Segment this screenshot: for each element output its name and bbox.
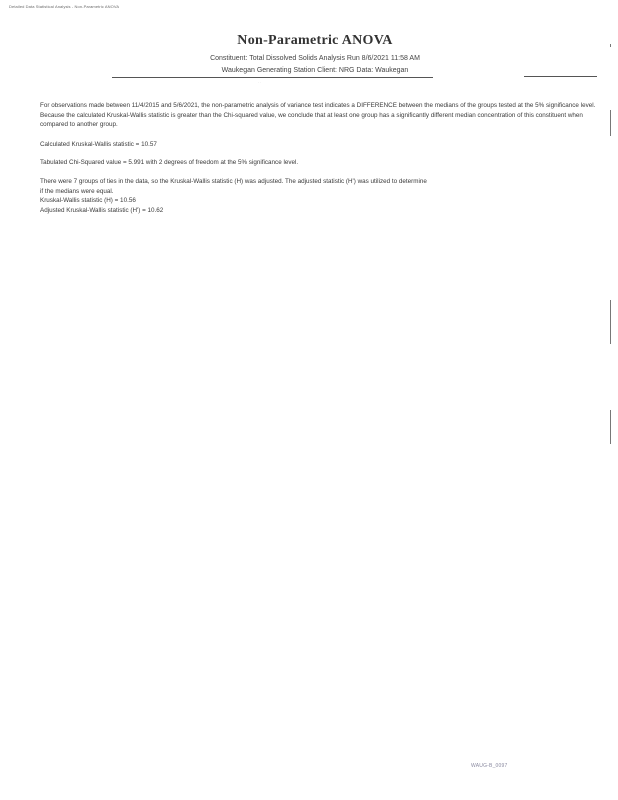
ties-line: Adjusted Kruskal-Wallis statistic (H') = 10.62: [40, 206, 164, 214]
ties-line: Kruskal-Wallis statistic (H) = 10.56: [40, 197, 136, 205]
page-header: Detailed Data Statistical Analysis - Non-Parametric ANOVA: [9, 4, 120, 9]
faint-mark: · ·: [258, 80, 261, 84]
ties-block: [40, 177, 600, 215]
site-line: Waukegan Generating Station Client: NRG Data: Waukegan: [221, 67, 409, 74]
document-id: WAUG-B_0097: [471, 763, 508, 769]
ties-line: There were 7 groups of ties in the data, so the Kruskal-Wallis statistic (H) was adjusted. The adjusted statistic (H') was utilized to determine: [40, 178, 427, 185]
margin-mark: [610, 110, 611, 136]
ties-line: if the medians were equal.: [40, 187, 114, 195]
title-underline: [112, 77, 433, 78]
conclusion-paragraph: For observations made between 11/4/2015 and 5/6/2021, the non-parametric analysis of variance test indicates a DIFFERENCE between the medians of the groups tested at the 5% significance level. Because the calculated Kruskal-Wallis statistic is greater than the Chi-squared value, we conclude that at least one group has a significantly different median concentration of this constituent when compared to another group.: [40, 102, 596, 129]
constituent-line: Constituent: Total Dissolved Solids Analysis Run 8/6/2021 11:58 AM: [210, 55, 420, 62]
calculated-statistic: Calculated Kruskal-Wallis statistic = 10.57: [40, 141, 157, 148]
right-rule: [524, 76, 597, 77]
page-title: Non-Parametric ANOVA: [237, 33, 393, 48]
margin-mark: [610, 44, 611, 47]
margin-mark: [610, 410, 611, 444]
margin-mark: [610, 300, 611, 344]
tabulated-chi-squared: Tabulated Chi-Squared value = 5.991 with 2 degrees of freedom at the 5% significance level.: [40, 159, 299, 166]
